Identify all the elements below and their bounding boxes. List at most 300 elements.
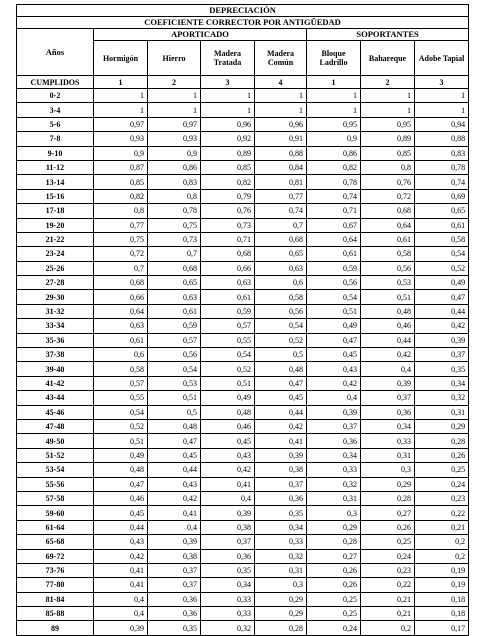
coefficient-cell: 0,92 xyxy=(201,132,255,146)
coefficient-cell: 0,21 xyxy=(361,607,415,621)
coefficient-cell: 0,54 xyxy=(148,362,201,376)
coefficient-cell: 0,44 xyxy=(361,333,415,347)
column-header-madera-comun: Madera Común xyxy=(255,41,307,76)
coefficient-cell: 0,52 xyxy=(94,419,148,433)
years-cell: 49-50 xyxy=(17,434,94,448)
coefficient-cell: 0,59 xyxy=(148,319,201,333)
table-row xyxy=(17,232,469,246)
table-row xyxy=(17,189,469,203)
table-row xyxy=(17,304,469,318)
coefficient-cell: 1 xyxy=(148,89,201,103)
coefficient-cell: 0,71 xyxy=(201,232,255,246)
coefficient-cell: 0,51 xyxy=(361,290,415,304)
coefficient-cell: 0,61 xyxy=(148,304,201,318)
coefficient-cell: 0,87 xyxy=(94,160,148,174)
years-cell: 39-40 xyxy=(17,362,94,376)
years-cell: 61-64 xyxy=(17,520,94,534)
coefficient-cell: 0,78 xyxy=(415,160,469,174)
years-cell: 69-72 xyxy=(17,549,94,563)
years-cell: 41-42 xyxy=(17,376,94,390)
coefficient-cell: 0,85 xyxy=(361,146,415,160)
years-cell: 33-34 xyxy=(17,319,94,333)
table-row xyxy=(17,607,469,621)
coefficient-cell: 0,42 xyxy=(255,419,307,433)
coefficient-cell: 0,84 xyxy=(255,160,307,174)
coefficient-cell: 0,68 xyxy=(148,261,201,275)
coefficient-cell: 0,71 xyxy=(307,204,361,218)
coefficient-cell: 0,61 xyxy=(307,247,361,261)
years-cell: 19-20 xyxy=(17,218,94,232)
coefficient-cell: 0,21 xyxy=(361,592,415,606)
coefficient-cell: 0,63 xyxy=(94,319,148,333)
coefficient-cell: 0,4 xyxy=(94,592,148,606)
coefficient-cell: 0,74 xyxy=(307,189,361,203)
coefficient-cell: 0,54 xyxy=(307,290,361,304)
coefficient-cell: 0,54 xyxy=(255,319,307,333)
coefficient-cell: 0,35 xyxy=(148,621,201,635)
coefficient-cell: 0,59 xyxy=(307,261,361,275)
coefficient-cell: 0,64 xyxy=(94,304,148,318)
coefficient-cell: 0,66 xyxy=(201,261,255,275)
table-row xyxy=(17,434,469,448)
coefficient-cell: 0,22 xyxy=(415,506,469,520)
coefficient-cell: 0,42 xyxy=(415,319,469,333)
table-row xyxy=(17,333,469,347)
coefficient-cell: 0,54 xyxy=(201,348,255,362)
years-cell: 45-46 xyxy=(17,405,94,419)
coefficient-cell: 0,24 xyxy=(415,477,469,491)
coefficient-cell: 0,89 xyxy=(361,132,415,146)
coefficient-cell: 0,25 xyxy=(415,463,469,477)
column-header-bahareque: Bahareque xyxy=(361,41,415,76)
coefficient-cell: 0,4 xyxy=(148,520,201,534)
coefficient-cell: 0,53 xyxy=(148,376,201,390)
coefficient-cell: 0,7 xyxy=(94,261,148,275)
column-number: 1 xyxy=(94,76,148,89)
column-number: 3 xyxy=(201,76,255,89)
table-row xyxy=(17,549,469,563)
coefficient-cell: 0,93 xyxy=(94,132,148,146)
years-cell: 0-2 xyxy=(17,89,94,103)
coefficient-cell: 0,78 xyxy=(148,204,201,218)
coefficient-cell: 0,35 xyxy=(201,563,255,577)
coefficient-cell: 0,49 xyxy=(201,391,255,405)
table-row xyxy=(17,491,469,505)
coefficient-cell: 0,8 xyxy=(148,189,201,203)
column-number: 1 xyxy=(307,76,361,89)
coefficient-cell: 0,49 xyxy=(415,276,469,290)
coefficient-cell: 0,23 xyxy=(361,563,415,577)
coefficient-cell: 0,34 xyxy=(201,578,255,592)
coefficient-cell: 0,63 xyxy=(255,261,307,275)
coefficient-cell: 0,89 xyxy=(201,146,255,160)
coefficient-cell: 0,79 xyxy=(201,189,255,203)
coefficient-cell: 0,61 xyxy=(415,218,469,232)
table-row xyxy=(17,477,469,491)
coefficient-cell: 0,41 xyxy=(148,506,201,520)
coefficient-cell: 0,56 xyxy=(255,304,307,318)
coefficient-cell: 0,36 xyxy=(361,405,415,419)
coefficient-cell: 0,95 xyxy=(307,117,361,131)
table-row xyxy=(17,362,469,376)
table-row xyxy=(17,103,469,117)
coefficient-cell: 0,56 xyxy=(148,348,201,362)
coefficient-cell: 0,39 xyxy=(361,376,415,390)
coefficient-cell: 0,58 xyxy=(361,247,415,261)
table-row xyxy=(17,290,469,304)
coefficient-cell: 0,68 xyxy=(201,247,255,261)
coefficient-cell: 0,93 xyxy=(148,132,201,146)
coefficient-cell: 0,47 xyxy=(255,376,307,390)
coefficient-cell: 0,65 xyxy=(148,276,201,290)
coefficient-cell: 0,8 xyxy=(94,204,148,218)
coefficient-cell: 0,2 xyxy=(361,621,415,635)
coefficient-cell: 0,48 xyxy=(201,405,255,419)
coefficient-cell: 0,38 xyxy=(148,549,201,563)
group-aporticado: APORTICADO xyxy=(94,29,307,41)
coefficient-cell: 0,28 xyxy=(415,434,469,448)
coefficient-cell: 0,57 xyxy=(94,376,148,390)
coefficient-cell: 0,53 xyxy=(361,276,415,290)
years-cell: 9-10 xyxy=(17,146,94,160)
coefficient-cell: 0,17 xyxy=(415,621,469,635)
depreciation-table xyxy=(16,4,469,636)
coefficient-cell: 0,41 xyxy=(255,434,307,448)
years-cell: 65-68 xyxy=(17,535,94,549)
coefficient-cell: 0,73 xyxy=(148,232,201,246)
coefficient-cell: 0,54 xyxy=(415,247,469,261)
coefficient-cell: 0,9 xyxy=(148,146,201,160)
coefficient-cell: 0,64 xyxy=(307,232,361,246)
years-header: Años xyxy=(17,29,94,76)
coefficient-cell: 0,64 xyxy=(361,218,415,232)
coefficient-cell: 0,7 xyxy=(255,218,307,232)
coefficient-cell: 1 xyxy=(201,103,255,117)
coefficient-cell: 0,57 xyxy=(148,333,201,347)
group-soportantes: SOPORTANTES xyxy=(307,29,469,41)
coefficient-cell: 0,52 xyxy=(201,362,255,376)
coefficient-cell: 0,39 xyxy=(307,405,361,419)
coefficient-cell: 0,77 xyxy=(94,218,148,232)
coefficient-cell: 0,56 xyxy=(307,276,361,290)
coefficient-cell: 0,48 xyxy=(255,362,307,376)
table-row xyxy=(17,463,469,477)
coefficient-cell: 0,45 xyxy=(148,448,201,462)
coefficient-cell: 0,37 xyxy=(148,578,201,592)
coefficient-cell: 0,26 xyxy=(307,563,361,577)
coefficient-cell: 0,86 xyxy=(307,146,361,160)
coefficient-cell: 0,36 xyxy=(307,434,361,448)
table-row xyxy=(17,146,469,160)
table-row xyxy=(17,376,469,390)
coefficient-cell: 0,2 xyxy=(415,535,469,549)
coefficient-cell: 0,29 xyxy=(415,419,469,433)
table-row xyxy=(17,448,469,462)
coefficient-cell: 0,34 xyxy=(255,520,307,534)
coefficient-cell: 0,5 xyxy=(255,348,307,362)
coefficient-cell: 0,61 xyxy=(201,290,255,304)
column-header-adobe-tapial: Adobe Tapial xyxy=(415,41,469,76)
coefficient-cell: 0,56 xyxy=(361,261,415,275)
coefficient-cell: 0,44 xyxy=(415,304,469,318)
coefficient-cell: 0,54 xyxy=(94,405,148,419)
coefficient-cell: 0,4 xyxy=(307,391,361,405)
years-cell: 47-48 xyxy=(17,419,94,433)
years-cell: 53-54 xyxy=(17,463,94,477)
table-subtitle: COEFICIENTE CORRECTOR POR ANTIGÜEDAD xyxy=(17,17,469,29)
coefficient-cell: 0,31 xyxy=(255,563,307,577)
coefficient-cell: 0,86 xyxy=(148,160,201,174)
table-row xyxy=(17,247,469,261)
coefficient-cell: 0,23 xyxy=(415,491,469,505)
coefficient-cell: 0,94 xyxy=(415,117,469,131)
coefficient-cell: 0,95 xyxy=(361,117,415,131)
coefficient-cell: 0,31 xyxy=(307,491,361,505)
coefficient-cell: 0,4 xyxy=(361,362,415,376)
coefficient-cell: 0,58 xyxy=(94,362,148,376)
coefficient-cell: 0,4 xyxy=(201,491,255,505)
coefficient-cell: 0,29 xyxy=(255,592,307,606)
coefficient-cell: 0,47 xyxy=(148,434,201,448)
coefficient-cell: 0,66 xyxy=(94,290,148,304)
column-header-hierro: Hierro xyxy=(148,41,201,76)
table-row xyxy=(17,319,469,333)
coefficient-cell: 0,36 xyxy=(255,491,307,505)
coefficient-cell: 0,58 xyxy=(415,232,469,246)
coefficient-cell: 0,26 xyxy=(415,448,469,462)
coefficient-cell: 0,37 xyxy=(201,535,255,549)
coefficient-cell: 0,7 xyxy=(148,247,201,261)
table-row xyxy=(17,621,469,635)
coefficient-cell: 0,43 xyxy=(307,362,361,376)
coefficient-cell: 0,27 xyxy=(361,506,415,520)
coefficient-cell: 0,32 xyxy=(255,549,307,563)
coefficient-cell: 0,44 xyxy=(255,405,307,419)
coefficient-cell: 0,18 xyxy=(415,592,469,606)
coefficient-cell: 0,46 xyxy=(361,319,415,333)
coefficient-cell: 0,59 xyxy=(201,304,255,318)
years-cell: 23-24 xyxy=(17,247,94,261)
coefficient-cell: 0,51 xyxy=(148,391,201,405)
coefficient-cell: 0,29 xyxy=(361,477,415,491)
coefficient-cell: 0,85 xyxy=(94,175,148,189)
coefficient-cell: 0,8 xyxy=(361,160,415,174)
coefficient-cell: 0,31 xyxy=(361,448,415,462)
coefficient-cell: 0,96 xyxy=(255,117,307,131)
coefficient-cell: 0,51 xyxy=(307,304,361,318)
years-cell: 59-60 xyxy=(17,506,94,520)
coefficient-cell: 1 xyxy=(148,103,201,117)
coefficient-cell: 0,39 xyxy=(148,535,201,549)
years-cell: 31-32 xyxy=(17,304,94,318)
coefficient-cell: 0,33 xyxy=(307,463,361,477)
coefficient-cell: 0,25 xyxy=(307,592,361,606)
coefficient-cell: 0,96 xyxy=(201,117,255,131)
coefficient-cell: 0,49 xyxy=(307,319,361,333)
column-number: 2 xyxy=(361,76,415,89)
coefficient-cell: 0,65 xyxy=(255,247,307,261)
coefficient-cell: 0,24 xyxy=(361,549,415,563)
coefficient-cell: 0,61 xyxy=(94,333,148,347)
coefficient-cell: 0,39 xyxy=(255,448,307,462)
coefficient-cell: 0,35 xyxy=(415,362,469,376)
coefficient-cell: 0,43 xyxy=(148,477,201,491)
table-row xyxy=(17,132,469,146)
coefficient-cell: 0,3 xyxy=(255,578,307,592)
coefficient-cell: 0,97 xyxy=(94,117,148,131)
coefficient-cell: 0,82 xyxy=(94,189,148,203)
coefficient-cell: 0,65 xyxy=(415,204,469,218)
coefficient-cell: 0,32 xyxy=(415,391,469,405)
years-cell: 15-16 xyxy=(17,189,94,203)
table-row xyxy=(17,405,469,419)
years-cell: 51-52 xyxy=(17,448,94,462)
coefficient-cell: 0,97 xyxy=(148,117,201,131)
years-cell: 17-18 xyxy=(17,204,94,218)
coefficient-cell: 0,47 xyxy=(307,333,361,347)
coefficient-cell: 0,85 xyxy=(201,160,255,174)
coefficient-cell: 0,83 xyxy=(415,146,469,160)
table-body xyxy=(17,89,469,636)
coefficient-cell: 0,76 xyxy=(361,175,415,189)
coefficient-cell: 0,52 xyxy=(255,333,307,347)
coefficient-cell: 1 xyxy=(94,89,148,103)
years-cell: 77-80 xyxy=(17,578,94,592)
coefficient-cell: 0,22 xyxy=(361,578,415,592)
coefficient-cell: 0,33 xyxy=(201,607,255,621)
years-cell: 11-12 xyxy=(17,160,94,174)
table-title: DEPRECIACIÓN xyxy=(17,5,469,17)
years-cell: 55-56 xyxy=(17,477,94,491)
coefficient-cell: 0,25 xyxy=(307,607,361,621)
coefficient-cell: 0,35 xyxy=(255,506,307,520)
coefficient-cell: 0,33 xyxy=(255,535,307,549)
coefficient-cell: 0,73 xyxy=(201,218,255,232)
coefficient-cell: 0,78 xyxy=(307,175,361,189)
coefficient-cell: 0,3 xyxy=(307,506,361,520)
coefficient-cell: 0,45 xyxy=(307,348,361,362)
coefficient-cell: 0,88 xyxy=(255,146,307,160)
table-row xyxy=(17,578,469,592)
years-cell: 7-8 xyxy=(17,132,94,146)
years-cell: 25-26 xyxy=(17,261,94,275)
table-row xyxy=(17,276,469,290)
coefficient-cell: 0,37 xyxy=(307,419,361,433)
coefficient-cell: 1 xyxy=(415,103,469,117)
coefficient-cell: 0,49 xyxy=(94,448,148,462)
coefficient-cell: 0,32 xyxy=(201,621,255,635)
coefficient-cell: 0,28 xyxy=(361,491,415,505)
coefficient-cell: 0,21 xyxy=(415,520,469,534)
table-row xyxy=(17,218,469,232)
coefficient-cell: 0,45 xyxy=(255,391,307,405)
table-row xyxy=(17,592,469,606)
depreciation-table-container xyxy=(16,4,468,636)
table-row xyxy=(17,348,469,362)
table-row xyxy=(17,261,469,275)
table-row xyxy=(17,117,469,131)
coefficient-cell: 0,48 xyxy=(361,304,415,318)
coefficient-cell: 0,51 xyxy=(201,376,255,390)
table-row xyxy=(17,520,469,534)
coefficient-cell: 0,69 xyxy=(415,189,469,203)
coefficient-cell: 0,33 xyxy=(361,434,415,448)
column-header-bloque-ladrillo: Bloque Ladrillo xyxy=(307,41,361,76)
coefficient-cell: 0,26 xyxy=(307,578,361,592)
coefficient-cell: 0,36 xyxy=(148,592,201,606)
coefficient-cell: 0,42 xyxy=(94,549,148,563)
coefficient-cell: 0,37 xyxy=(415,348,469,362)
cumplidos-label: CUMPLIDOS xyxy=(17,76,94,89)
coefficient-cell: 1 xyxy=(307,89,361,103)
coefficient-cell: 0,29 xyxy=(307,520,361,534)
coefficient-cell: 0,52 xyxy=(415,261,469,275)
years-cell: 13-14 xyxy=(17,175,94,189)
column-header-madera-tratada: Madera Tratada xyxy=(201,41,255,76)
coefficient-cell: 0,39 xyxy=(94,621,148,635)
years-cell: 73-76 xyxy=(17,563,94,577)
table-row xyxy=(17,175,469,189)
coefficient-cell: 0,28 xyxy=(307,535,361,549)
coefficient-cell: 0,28 xyxy=(255,621,307,635)
coefficient-cell: 0,19 xyxy=(415,578,469,592)
years-cell: 27-28 xyxy=(17,276,94,290)
column-number: 3 xyxy=(415,76,469,89)
coefficient-cell: 0,47 xyxy=(94,477,148,491)
coefficient-cell: 0,88 xyxy=(415,132,469,146)
table-row xyxy=(17,419,469,433)
coefficient-cell: 1 xyxy=(94,103,148,117)
coefficient-cell: 0,4 xyxy=(94,607,148,621)
coefficient-cell: 0,36 xyxy=(201,549,255,563)
column-number: 4 xyxy=(255,76,307,89)
coefficient-cell: 0,46 xyxy=(94,491,148,505)
coefficient-cell: 0,74 xyxy=(255,204,307,218)
coefficient-cell: 0,19 xyxy=(415,563,469,577)
table-row xyxy=(17,506,469,520)
coefficient-cell: 0,5 xyxy=(148,405,201,419)
coefficient-cell: 0,41 xyxy=(94,578,148,592)
coefficient-cell: 0,34 xyxy=(307,448,361,462)
coefficient-cell: 0,77 xyxy=(255,189,307,203)
coefficient-cell: 0,39 xyxy=(201,506,255,520)
coefficient-cell: 0,48 xyxy=(94,463,148,477)
coefficient-cell: 1 xyxy=(255,89,307,103)
coefficient-cell: 0,91 xyxy=(255,132,307,146)
coefficient-cell: 0,63 xyxy=(201,276,255,290)
years-cell: 89 xyxy=(17,621,94,635)
coefficient-cell: 0,6 xyxy=(255,276,307,290)
coefficient-cell: 0,27 xyxy=(307,549,361,563)
coefficient-cell: 0,42 xyxy=(201,463,255,477)
years-cell: 3-4 xyxy=(17,103,94,117)
years-cell: 35-36 xyxy=(17,333,94,347)
coefficient-cell: 0,9 xyxy=(307,132,361,146)
coefficient-cell: 0,36 xyxy=(148,607,201,621)
coefficient-cell: 0,33 xyxy=(201,592,255,606)
coefficient-cell: 0,81 xyxy=(255,175,307,189)
coefficient-cell: 0,42 xyxy=(361,348,415,362)
coefficient-cell: 0,55 xyxy=(201,333,255,347)
coefficient-cell: 0,72 xyxy=(361,189,415,203)
coefficient-cell: 0,41 xyxy=(201,477,255,491)
coefficient-cell: 0,37 xyxy=(255,477,307,491)
years-cell: 43-44 xyxy=(17,391,94,405)
coefficient-cell: 0,38 xyxy=(201,520,255,534)
coefficient-cell: 0,37 xyxy=(361,391,415,405)
coefficient-cell: 0,58 xyxy=(255,290,307,304)
coefficient-cell: 0,34 xyxy=(415,376,469,390)
